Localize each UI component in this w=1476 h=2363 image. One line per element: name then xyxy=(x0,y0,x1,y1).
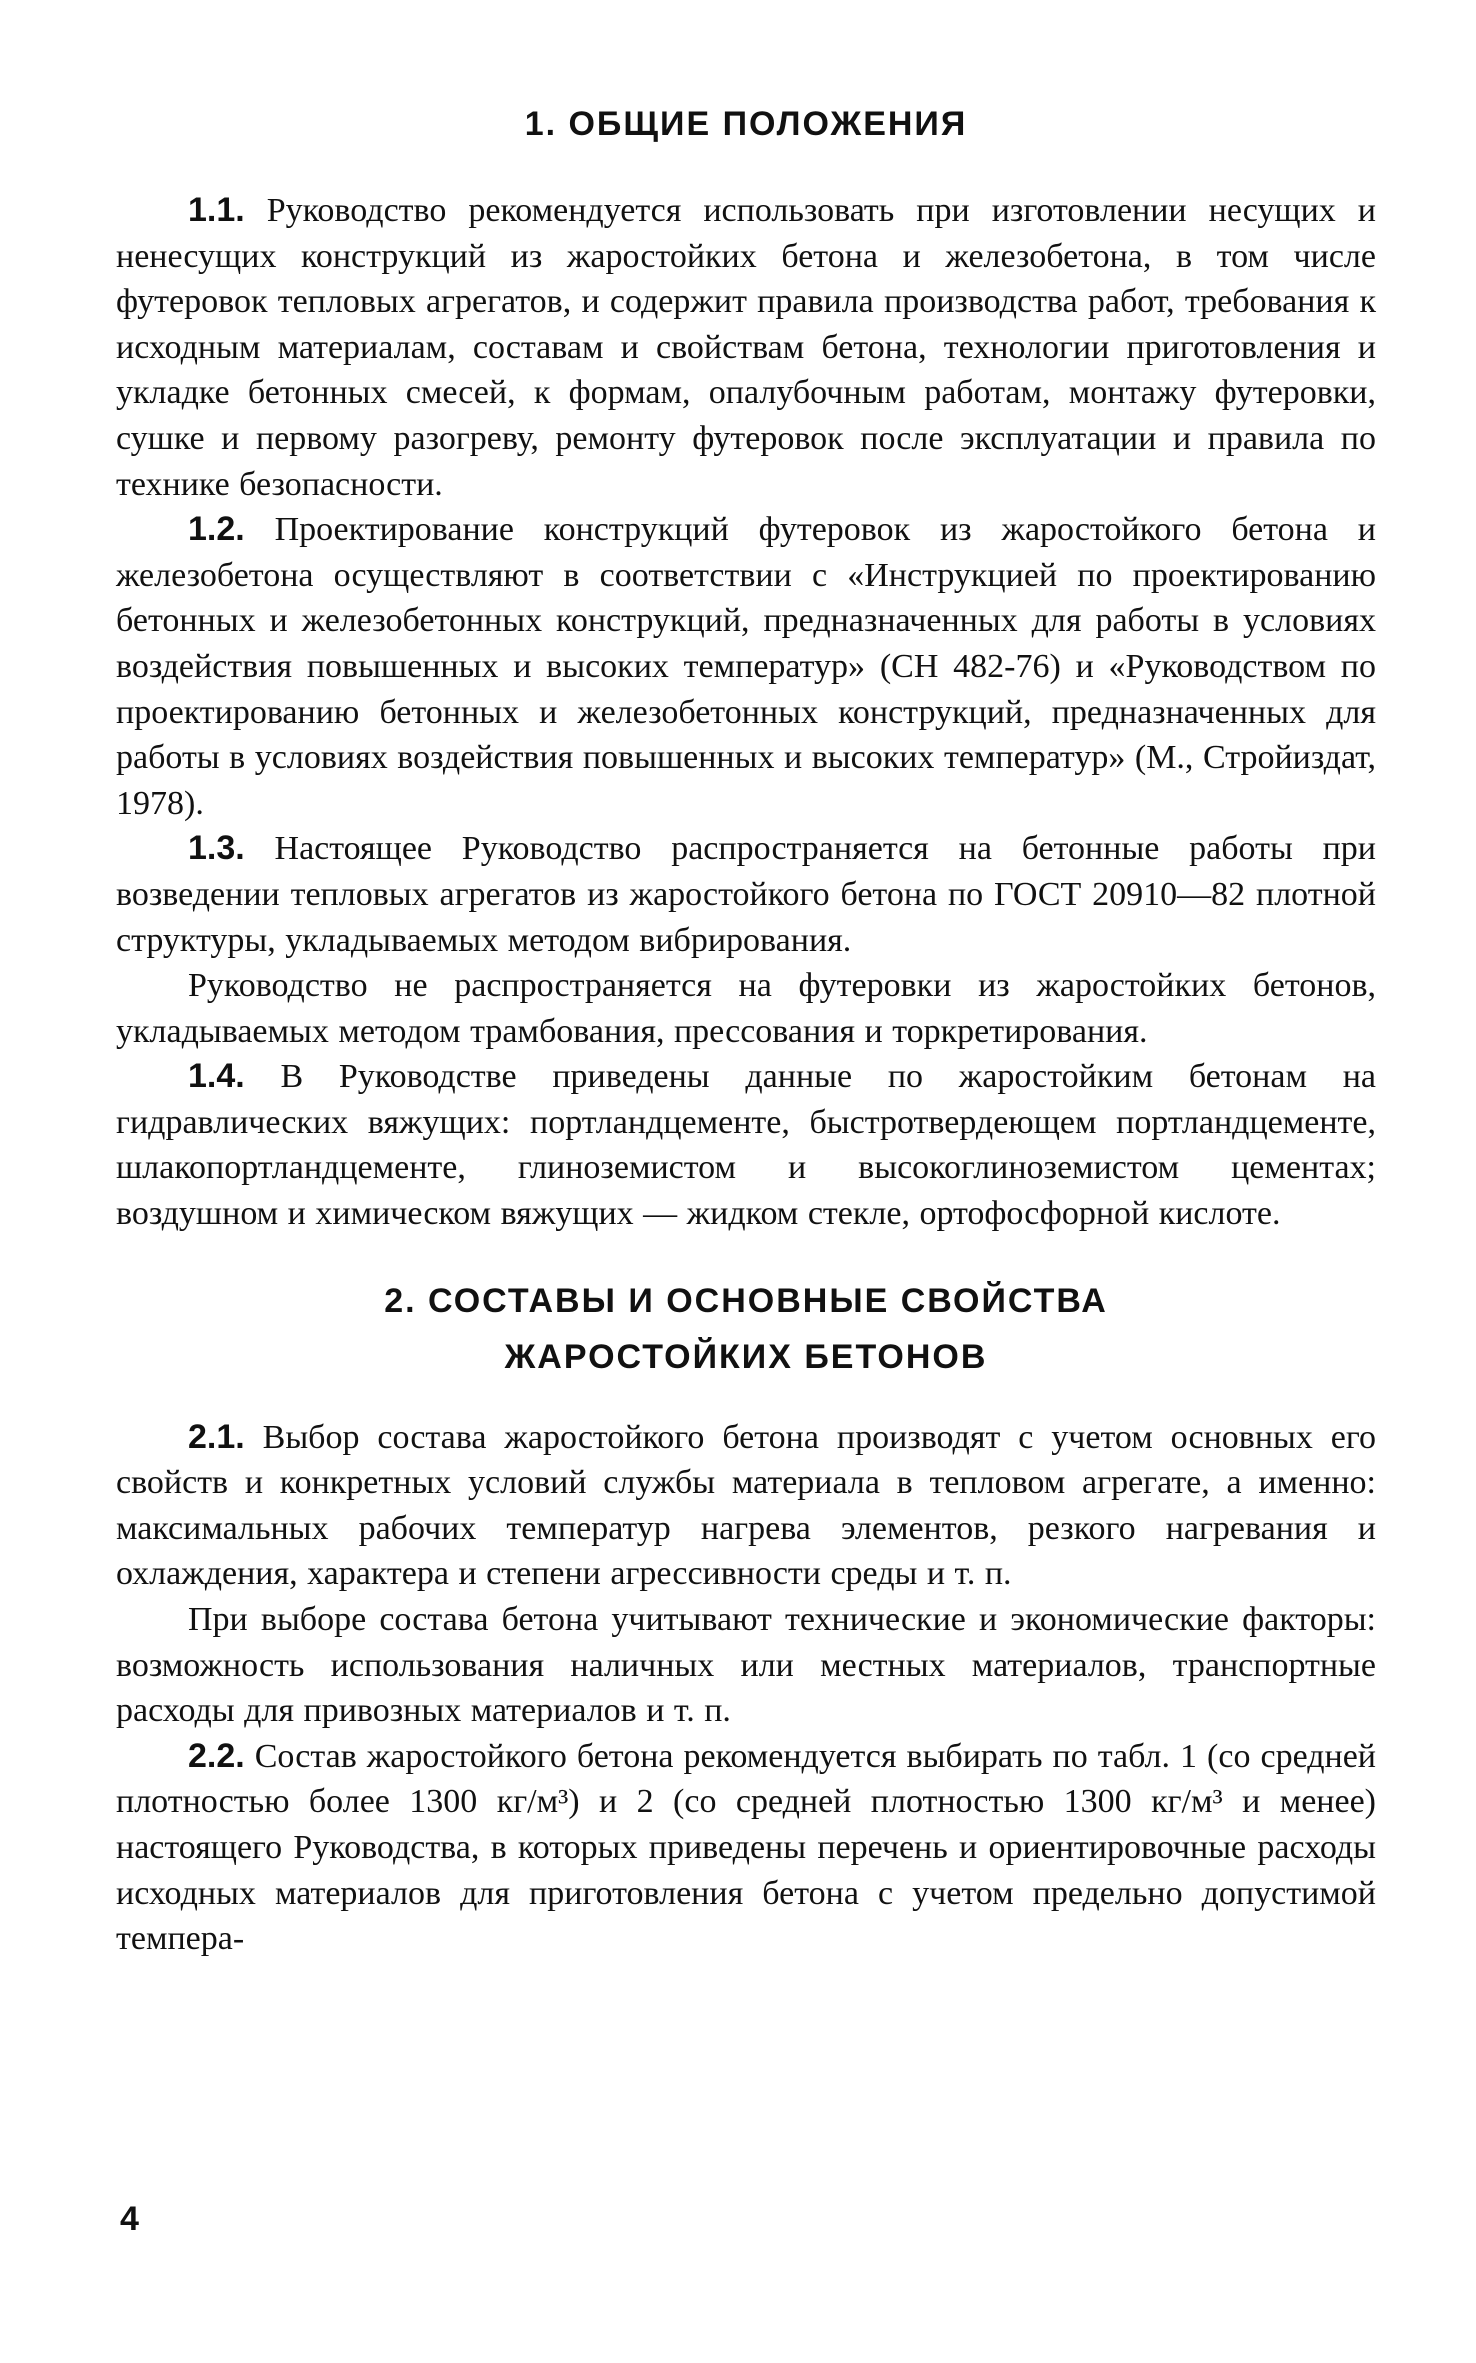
clause-number: 1.2. xyxy=(188,510,245,549)
paragraph-1-4 xyxy=(116,1054,1376,1236)
paragraph-1-3 xyxy=(116,826,1376,963)
section-1-heading: 1. ОБЩИЕ ПОЛОЖЕНИЯ xyxy=(524,105,968,143)
clause-number: 1.4. xyxy=(188,1057,245,1096)
clause-number: 2.1. xyxy=(188,1417,245,1456)
paragraph-text: Руководство рекомендуется использовать при изготовлении несущих и ненесущих конструкций из жаростойких бетона и железобетона, в том числе футеровок тепловых агрегатов, и содержит правила производства работ, требования к исходным материалам, составам и свойствам бетона, технологии приготовления и укладке бетонных смесей, к формам, опалубочным работам, монтажу футеровки, сушке и первому разогреву, ремонту футеровок после эксплуатации и правила по технике безопасности. xyxy=(116,192,1376,503)
paragraph-2-2 xyxy=(116,1734,1376,1962)
paragraph-text: При выборе состава бетона учитывают технические и экономические факторы: возможность использования наличных или местных материалов, транспортные расходы для привозных материалов и т. п. xyxy=(116,1601,1376,1730)
clause-number: 1.3. xyxy=(188,829,245,868)
section-2-heading-line-1: 2. СОСТАВЫ И ОСНОВНЫЕ СВОЙСТВА xyxy=(384,1281,1108,1320)
clause-number: 2.2. xyxy=(188,1736,245,1775)
paragraph-text: Выбор состава жаростойкого бетона производят с учетом основных его свойств и конкретных условий службы материала в тепловом агрегате, а именно: максимальных рабочих температур нагрева элементов, резкого нагревания и охлаждения, характера и степени агрессивности среды и т. п. xyxy=(116,1418,1376,1593)
paragraph-1-3-continued xyxy=(116,963,1376,1054)
paragraph-text: Проектирование конструкций футеровок из жаростойкого бетона и железобетона осуществляют в соответствии с «Инструкцией по проектированию бетонных и железобетонных конструкций, предназначенных для работы в условиях воздействия повышенных и высоких температур» (СН 482-76) и «Руководством по проектированию бетонных и железобетонных конструкций, предназначенных для работы в условиях воздействия повышенных и высоких температур» (М., Стройиздат, 1978). xyxy=(116,511,1376,822)
page-number: 4 xyxy=(120,2200,139,2238)
paragraph-2-1-continued xyxy=(116,1597,1376,1734)
paragraph-text: Руководство не распространяется на футеровки из жаростойких бетонов, укладываемых методом трамбования, прессования и торкретирования. xyxy=(116,967,1376,1050)
clause-number: 1.1. xyxy=(188,191,245,229)
document-page xyxy=(116,96,1376,1962)
paragraph-2-1 xyxy=(116,1415,1376,1597)
paragraph-text: Настоящее Руководство распространяется на бетонные работы при возведении тепловых агрегатов из жаростойкого бетона по ГОСТ 20910—82 плотной структуры, укладываемых методом вибрирования. xyxy=(116,830,1376,959)
section-2-heading xyxy=(116,1273,1376,1385)
paragraph-text: Состав жаростойкого бетона рекомендуется выбирать по табл. 1 (со средней плотностью более 1300 кг/м³) и 2 (со средней плотностью 1300 кг/м³ и менее) настоящего Руководства, в которых приведены перечень и ориентировочные расходы исходных материалов для приготовления бетона с учетом предельно допустимой темпера- xyxy=(116,1737,1377,1958)
paragraph-1-1 xyxy=(116,188,1376,507)
paragraph-1-2 xyxy=(116,507,1376,826)
section-2-heading-line-2: ЖАРОСТОЙКИХ БЕТОНОВ xyxy=(504,1337,988,1376)
paragraph-text: В Руководстве приведены данные по жаростойким бетонам на гидравлических вяжущих: портландцементе, быстротвердеющем портландцементе, шлакопортландцементе, глиноземистом и высокоглиноземистом цементах; воздушном и химическом вяжущих — жидком стекле, ортофосфорной кислоте. xyxy=(116,1058,1377,1233)
